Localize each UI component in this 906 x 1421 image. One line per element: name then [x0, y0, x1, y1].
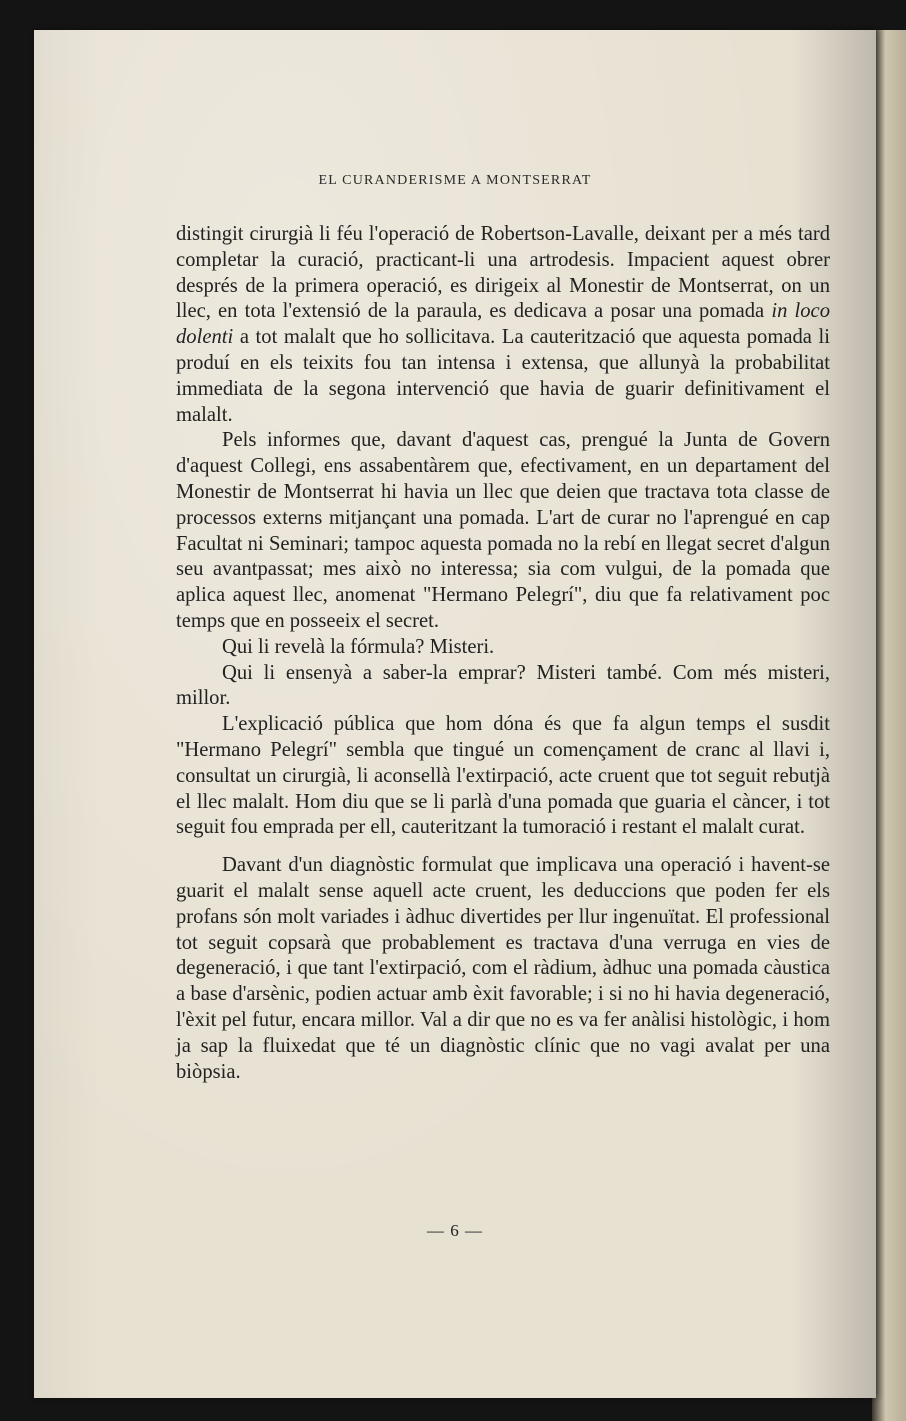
page-number: — 6 —	[427, 1221, 483, 1240]
body-text	[176, 222, 830, 1085]
paragraph-1-end: a tot malalt que ho sollicitava. La cauterització que aquesta pomada li produí en els teixits fou tan intensa i extensa, que allunyà la probabilitat immediata de la segona intervenció que havia de guarir definitivament el malalt.	[176, 326, 830, 426]
latin-phrase: in loco dolenti	[176, 300, 830, 349]
paragraph-2: Pels informes que, davant d'aquest cas, prengué la Junta de Govern d'aquest Collegi, ens assabentàrem que, efectivament, en un departament del Monestir de Montserrat hi havia un llec que deien que tractava tota classe de processos externs mitjançant una pomada. L'art de curar no l'aprengué en cap Facultat ni Seminari; tampoc aquesta pomada no la rebí en llegat secret d'algun seu avantpassat; mes això no interessa; sia com vulgui, de la pomada que aplica aquest llec, anomenat "Hermano Pelegrí", diu que fa relativament poc temps que en posseeix el secret.	[176, 429, 830, 632]
paragraph-4: Qui li ensenyà a saber-la emprar? Misteri també. Com més misteri, millor.	[176, 661, 830, 710]
paragraph-5: L'explicació pública que hom dóna és que fa algun temps el susdit "Hermano Pelegrí" sembla que tingué un començament de cranc al llavi i, consultat un cirurgià, li aconsellà l'extirpació, acte cruent que tot seguit rebutjà el llec malalt. Hom diu que se li parlà d'una pomada que guaria el càncer, i tot seguit fou emprada per ell, cauteritzant la tumoració i restant el malalt curat.	[176, 713, 830, 839]
paragraph-3: Qui li revelà la fórmula? Misteri.	[222, 635, 495, 658]
paragraph-1	[176, 222, 830, 428]
adjacent-page-edge	[872, 30, 906, 1421]
paragraph-1-start: distingit cirurgià li féu l'operació de Robertson-Lavalle, deixant per a més tard completar la curació, practicant-li una artrodesis. Impacient aquest obrer després de la primera operació, es dirigeix al Monestir de Montserrat, on un llec, en tota l'extensió de la paraula, es dedicava a posar una pomada	[176, 223, 830, 323]
running-header: EL CURANDERISME A MONTSERRAT	[318, 173, 592, 188]
paragraph-6: Davant d'un diagnòstic formulat que implicava una operació i havent-se guarit el malalt sense aquell acte cruent, les deduccions que poden fer els profans són molt variades i àdhuc divertides per llur ingenuïtat. El professional tot seguit copsarà que probablement es tractava d'una verruga en vies de degeneració, i que tant l'extirpació, com el ràdium, àdhuc una pomada càustica a base d'arsènic, podien actuar amb èxit favorable; i si no hi havia degeneració, l'èxit pel futur, encara millor. Val a dir que no es va fer anàlisi histològic, i hom ja sap la fluixedat que té un diagnòstic clínic que no vagi avalat per una biòpsia.	[176, 854, 830, 1083]
